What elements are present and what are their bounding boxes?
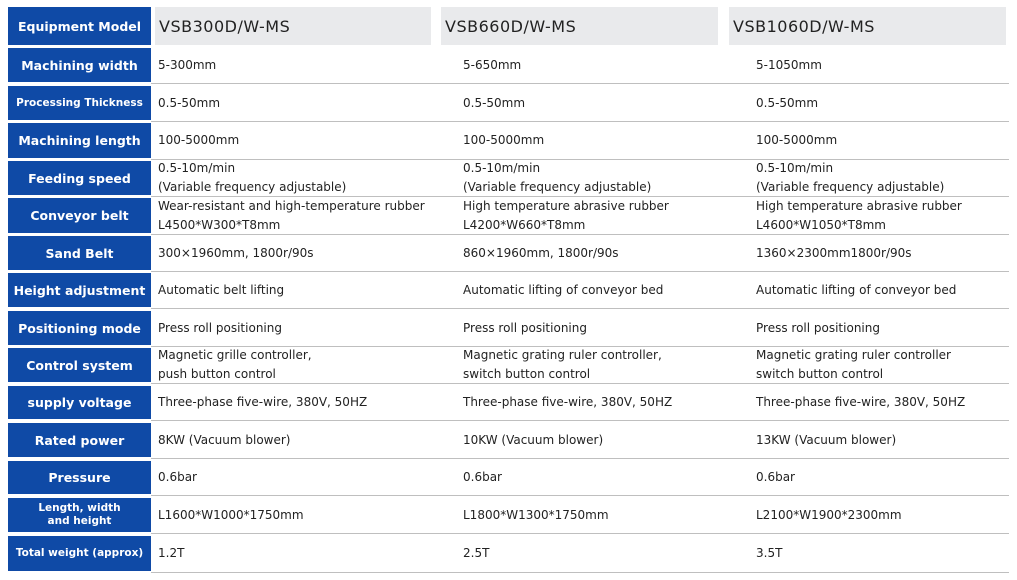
- row-label-machining-width: Machining width: [8, 48, 151, 82]
- cell-processing-thickness-model-3: 0.5-50mm: [756, 95, 819, 110]
- cell-positioning-mode-model-1: Press roll positioning: [158, 320, 282, 335]
- row-divider: [151, 383, 1009, 384]
- cell-machining-length-model-1: 100-5000mm: [158, 133, 240, 147]
- row-label-positioning-mode: Positioning mode: [8, 311, 151, 345]
- cell-sand-belt-model-2: 860×1960mm, 1800r/90s: [463, 245, 619, 260]
- cell-rated-power-model-1: 8KW (Vacuum blower): [158, 432, 291, 447]
- cell-height-adjustment-model-1: Automatic belt lifting: [158, 282, 285, 297]
- cell-feeding-speed-model-1: 0.5-10m/min (Variable frequency adjustable): [158, 161, 347, 194]
- cell-total-weight-approx-model-3: 3.5T: [756, 546, 783, 560]
- row-label-length-width-and-height: Length, width and height: [8, 498, 151, 532]
- row-label-feeding-speed: Feeding speed: [8, 161, 151, 195]
- model-header-1: VSB300D/W-MS: [155, 7, 431, 45]
- row-label-control-system: Control system: [8, 348, 151, 382]
- row-divider: [151, 533, 1009, 534]
- cell-length-width-and-height-model-3: L2100*W1900*2300mm: [756, 507, 902, 522]
- model-header-3: VSB1060D/W-MS: [729, 7, 1006, 45]
- cell-rated-power-model-3: 13KW (Vacuum blower): [756, 432, 897, 447]
- cell-control-system-model-1: Magnetic grille controller, push button control: [158, 348, 312, 381]
- row-label-conveyor-belt: Conveyor belt: [8, 198, 151, 233]
- cell-processing-thickness-model-1: 0.5-50mm: [158, 95, 221, 110]
- cell-height-adjustment-model-3: Automatic lifting of conveyor bed: [756, 282, 957, 297]
- cell-machining-width-model-2: 5-650mm: [463, 57, 522, 72]
- cell-machining-width-model-3: 5-1050mm: [756, 57, 822, 72]
- cell-supply-voltage-model-2: Three-phase five-wire, 380V, 50HZ: [463, 395, 673, 409]
- cell-positioning-mode-model-3: Press roll positioning: [756, 320, 880, 335]
- row-label-height-adjustment: Height adjustment: [8, 273, 151, 307]
- row-divider: [151, 308, 1009, 309]
- row-label-rated-power: Rated power: [8, 423, 151, 457]
- cell-machining-length-model-3: 100-5000mm: [756, 133, 838, 147]
- cell-total-weight-approx-model-1: 1.2T: [158, 546, 185, 560]
- cell-conveyor-belt-model-1: Wear-resistant and high-temperature rubber L4500*W300*T8mm: [158, 198, 425, 232]
- row-divider: [151, 420, 1009, 421]
- cell-feeding-speed-model-3: 0.5-10m/min (Variable frequency adjustable): [756, 161, 945, 194]
- cell-conveyor-belt-model-3: High temperature abrasive rubber L4600*W1050*T8mm: [756, 198, 962, 232]
- equipment-model-header: Equipment Model: [8, 7, 151, 45]
- row-label-processing-thickness: Processing Thickness: [8, 86, 151, 120]
- cell-pressure-model-3: 0.6bar: [756, 470, 795, 484]
- cell-sand-belt-model-3: 1360×2300mm1800r/90s: [756, 245, 912, 260]
- cell-total-weight-approx-model-2: 2.5T: [463, 546, 490, 560]
- row-divider: [151, 572, 1009, 573]
- row-label-total-weight-approx: Total weight (approx): [8, 536, 151, 571]
- row-label-supply-voltage: supply voltage: [8, 386, 151, 419]
- cell-control-system-model-3: Magnetic grating ruler controller switch button control: [756, 348, 951, 381]
- cell-processing-thickness-model-2: 0.5-50mm: [463, 95, 526, 110]
- cell-positioning-mode-model-2: Press roll positioning: [463, 320, 587, 335]
- row-divider: [151, 234, 1009, 235]
- cell-length-width-and-height-model-2: L1800*W1300*1750mm: [463, 507, 609, 522]
- cell-length-width-and-height-model-1: L1600*W1000*1750mm: [158, 507, 304, 522]
- cell-supply-voltage-model-3: Three-phase five-wire, 380V, 50HZ: [756, 395, 966, 409]
- cell-sand-belt-model-1: 300×1960mm, 1800r/90s: [158, 245, 314, 260]
- cell-pressure-model-1: 0.6bar: [158, 470, 197, 484]
- model-header-2: VSB660D/W-MS: [441, 7, 718, 45]
- cell-feeding-speed-model-2: 0.5-10m/min (Variable frequency adjustable): [463, 161, 652, 194]
- cell-machining-length-model-2: 100-5000mm: [463, 133, 545, 147]
- cell-rated-power-model-2: 10KW (Vacuum blower): [463, 432, 604, 447]
- cell-supply-voltage-model-1: Three-phase five-wire, 380V, 50HZ: [158, 395, 368, 409]
- row-label-machining-length: Machining length: [8, 123, 151, 158]
- cell-pressure-model-2: 0.6bar: [463, 470, 502, 484]
- row-divider: [151, 458, 1009, 459]
- cell-conveyor-belt-model-2: High temperature abrasive rubber L4200*W660*T8mm: [463, 198, 669, 232]
- cell-machining-width-model-1: 5-300mm: [158, 57, 217, 72]
- row-label-sand-belt: Sand Belt: [8, 236, 151, 270]
- cell-control-system-model-2: Magnetic grating ruler controller, switch button control: [463, 348, 662, 381]
- row-label-pressure: Pressure: [8, 461, 151, 494]
- row-divider: [151, 121, 1009, 122]
- cell-height-adjustment-model-2: Automatic lifting of conveyor bed: [463, 282, 664, 297]
- row-divider: [151, 83, 1009, 84]
- row-divider: [151, 495, 1009, 496]
- row-divider: [151, 271, 1009, 272]
